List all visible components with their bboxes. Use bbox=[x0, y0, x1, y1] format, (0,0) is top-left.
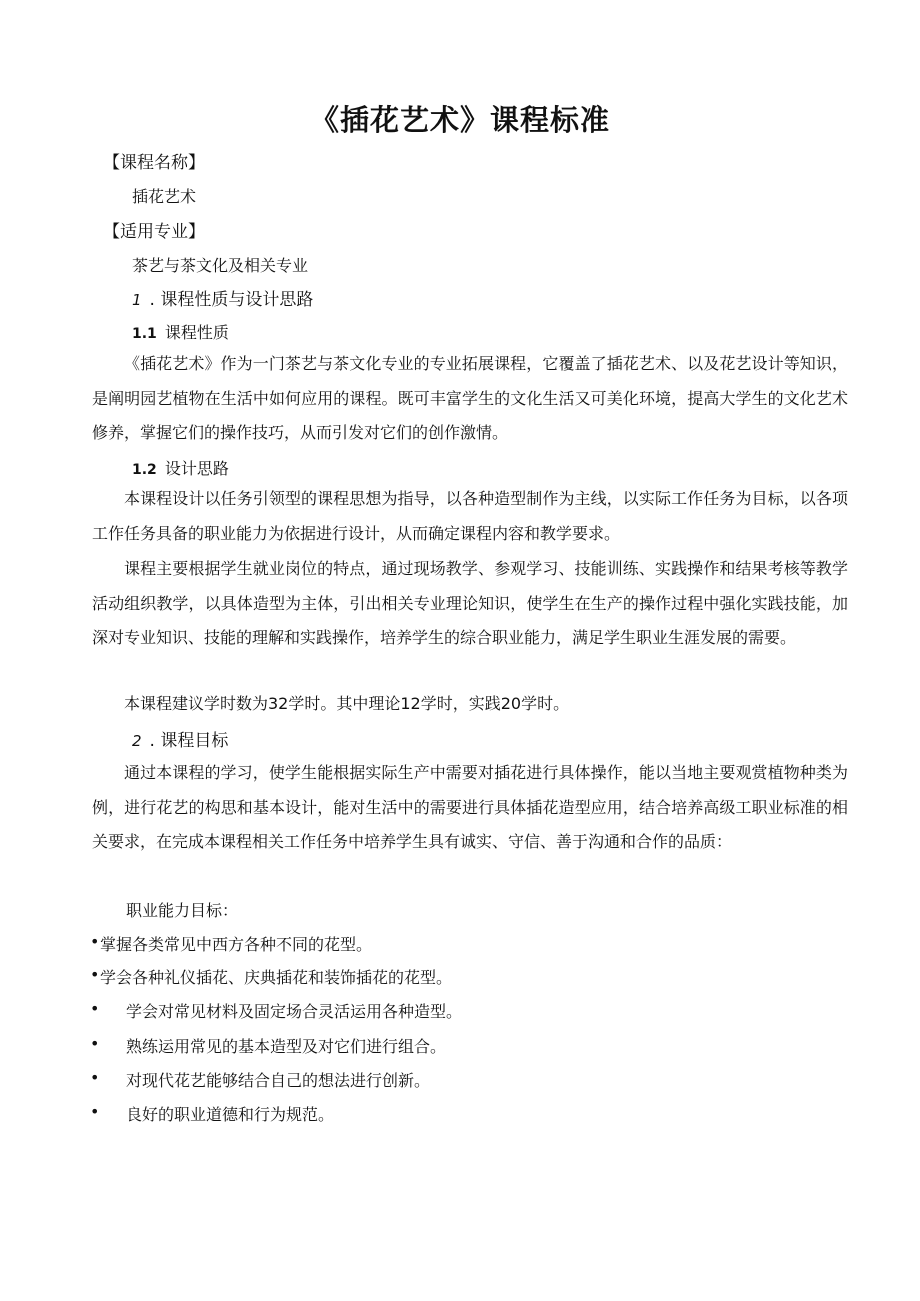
bullet-marker: • bbox=[90, 1068, 100, 1087]
paragraph-hours: 本课程建议学时数为32学时。其中理论12学时，实践20学时。 bbox=[124, 694, 570, 713]
course-name-label: 【课程名称】 bbox=[103, 153, 205, 173]
bullet-marker: • bbox=[90, 932, 100, 951]
bullet-marker: • bbox=[90, 999, 100, 1018]
list-item-text: 学会对常见材料及固定场合灵活运用各种造型。 bbox=[126, 1002, 463, 1021]
list-item-text: 熟练运用常见的基本造型及对它们进行组合。 bbox=[126, 1037, 447, 1056]
ability-label: 职业能力目标： bbox=[126, 901, 239, 920]
list-item-text: 良好的职业道德和行为规范。 bbox=[126, 1105, 335, 1124]
section-1-1-heading bbox=[132, 320, 229, 343]
list-item bbox=[90, 1068, 430, 1091]
section-1-1-title: 课程性质 bbox=[164, 323, 229, 342]
bullet-marker: • bbox=[90, 1102, 100, 1121]
list-item-text: 学会各种礼仪插花、庆典插花和装饰插花的花型。 bbox=[100, 968, 453, 987]
bullet-marker: • bbox=[90, 1034, 100, 1053]
paragraph-goal: 通过本课程的学习，使学生能根据实际生产中需要对插花进行具体操作，能以当地主要观赏植物种类为例，进行花艺的构思和基本设计，能对生活中的需要进行具体插花造型应用，结合培养高级工职业标准的相关要求，在完成本课程相关工作任务中培养学生具有诚实、守信、善于沟通和合作的品质： bbox=[92, 763, 848, 852]
list-item bbox=[90, 932, 372, 955]
list-item-text: 掌握各类常见中西方各种不同的花型。 bbox=[100, 935, 373, 954]
list-item bbox=[90, 999, 462, 1022]
section-1-number: 1 bbox=[132, 291, 142, 309]
section-1-2-heading bbox=[132, 456, 229, 479]
section-1-heading bbox=[132, 285, 313, 310]
major-label: 【适用专业】 bbox=[103, 222, 205, 242]
paragraph-course-nature: 《插花艺术》作为一门茶艺与茶文化专业的专业拓展课程，它覆盖了插花艺术、以及花艺设计等知识，是阐明园艺植物在生活中如何应用的课程。既可丰富学生的文化生活又可美化环境，提高大学生的文化艺术修养，掌握它们的操作技巧，从而引发对它们的创作激情。 bbox=[92, 354, 848, 443]
paragraph-design-1: 本课程设计以任务引领型的课程思想为指导，以各种造型制作为主线，以实际工作任务为目标，以各项工作任务具备的职业能力为依据进行设计，从而确定课程内容和教学要求。 bbox=[92, 489, 848, 543]
section-2-heading bbox=[132, 726, 228, 751]
section-1-2-title: 设计思路 bbox=[164, 459, 229, 478]
page-title: 《插花艺术》课程标准 bbox=[309, 103, 610, 137]
list-item bbox=[90, 965, 452, 988]
section-1-2-number: 1.2 bbox=[132, 462, 157, 478]
section-2-number: 2 bbox=[132, 732, 142, 750]
course-name: 插花艺术 bbox=[132, 187, 197, 206]
section-1-title: . 课程性质与设计思路 bbox=[149, 290, 314, 310]
section-1-1-number: 1.1 bbox=[132, 326, 157, 342]
paragraph-design-2: 课程主要根据学生就业岗位的特点，通过现场教学、参观学习、技能训练、实践操作和结果考核等教学活动组织教学，以具体造型为主体，引出相关专业理论知识，使学生在生产的操作过程中强化实践技能，加深对专业知识、技能的理解和实践操作，培养学生的综合职业能力，满足学生职业生涯发展的需要。 bbox=[92, 559, 848, 648]
list-item bbox=[90, 1034, 446, 1057]
major: 茶艺与茶文化及相关专业 bbox=[132, 256, 309, 275]
section-2-title: . 课程目标 bbox=[149, 731, 229, 751]
list-item bbox=[90, 1102, 334, 1125]
bullet-marker: • bbox=[90, 965, 100, 984]
list-item-text: 对现代花艺能够结合自己的想法进行创新。 bbox=[126, 1071, 431, 1090]
